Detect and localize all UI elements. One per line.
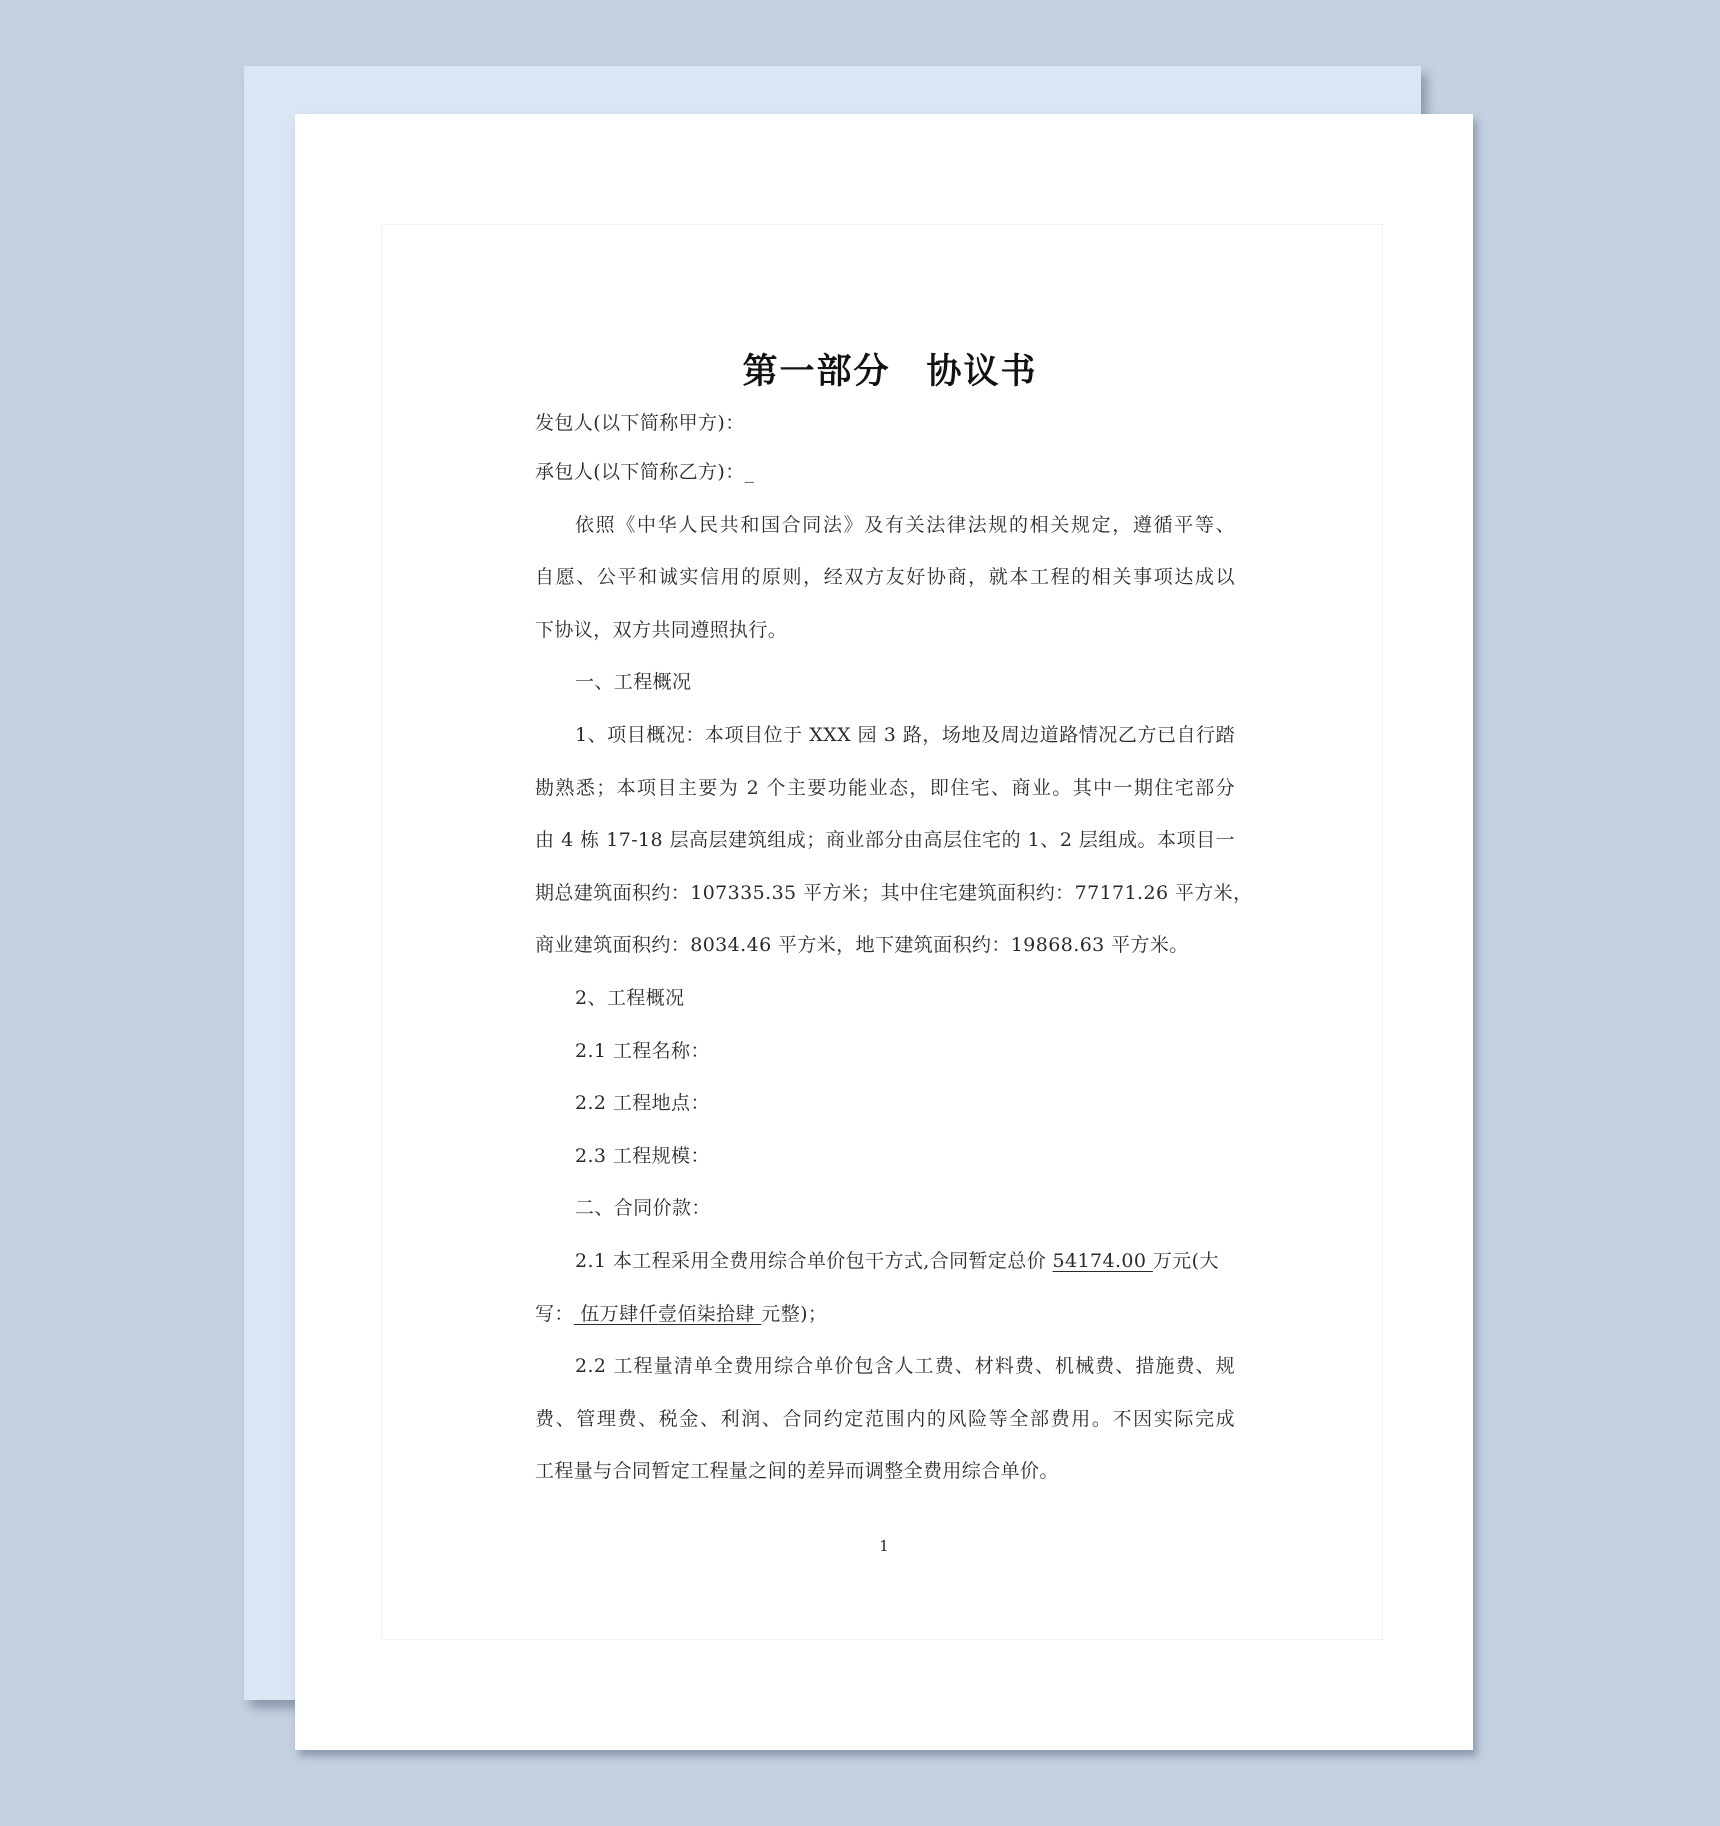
project-name-line: 2.1 工程名称： [575,1039,710,1062]
document-page [295,114,1473,1750]
item1-line: 期总建筑面积约：107335.35 平方米；其中住宅建筑面积约：77171.26 平方米， [535,881,1253,904]
item2-heading: 2、工程概况 [575,986,685,1009]
party-a-line: 发包人(以下简称甲方)： [535,412,745,434]
preamble-line: 自愿、公平和诚实信用的原则，经双方友好协商，就本工程的相关事项达成以 [535,566,1235,589]
price-prefix: 2.1 本工程采用全费用综合单价包干方式,合同暂定总价 [575,1249,1053,1272]
page-title [535,344,1235,400]
contract-price-words-line [535,1288,1235,1341]
unit-price-line: 2.2 工程量清单全费用综合单价包含人工费、材料费、机械费、措施费、规 [575,1355,1235,1378]
price-words-suffix: 元整)； [761,1302,828,1325]
project-scale-line: 2.3 工程规模： [575,1144,710,1167]
unit-price-line: 费、管理费、税金、利润、合同约定范围内的风险等全部费用。不因实际完成 [535,1407,1235,1430]
item1-line: 1、项目概况：本项目位于 XXX 园 3 路，场地及周边道路情况乙方已自行踏 [575,723,1235,746]
section-heading: 二、合同价款： [575,1197,711,1220]
party-b-line: 承包人(以下简称乙方)：_ [535,461,755,483]
price-words-prefix: 写： [535,1302,574,1325]
title-part-2: 协议书 [926,352,1038,392]
unit-price-line: 工程量与合同暂定工程量之间的差异而调整全费用综合单价。 [535,1460,1059,1483]
price-amount-words: 伍万肆仟壹佰柒拾肆 [573,1302,762,1325]
page-content [535,344,1253,1498]
project-location-line: 2.2 工程地点： [575,1092,710,1115]
preamble-line: 依照《中华人民共和国合同法》及有关法律法规的相关规定，遵循平等、 [575,513,1235,536]
page-number: 1 [879,1537,889,1555]
item1-line: 由 4 栋 17-18 层高层建筑组成；商业部分由高层住宅的 1、2 层组成。本项目一 [535,829,1235,852]
item1-line: 商业建筑面积约：8034.46 平方米，地下建筑面积约：19868.63 平方米。 [535,934,1189,957]
title-part-1: 第一部分 [742,352,891,392]
item1-line: 勘熟悉；本项目主要为 2 个主要功能业态，即住宅、商业。其中一期住宅部分 [535,776,1235,799]
contract-price-line [535,1235,1235,1288]
price-suffix: 万元(大 [1152,1249,1219,1272]
preamble-line: 下协议，双方共同遵照执行。 [535,618,788,641]
price-amount: 54174.00 [1052,1249,1153,1272]
section-heading: 一、工程概况 [575,671,692,694]
